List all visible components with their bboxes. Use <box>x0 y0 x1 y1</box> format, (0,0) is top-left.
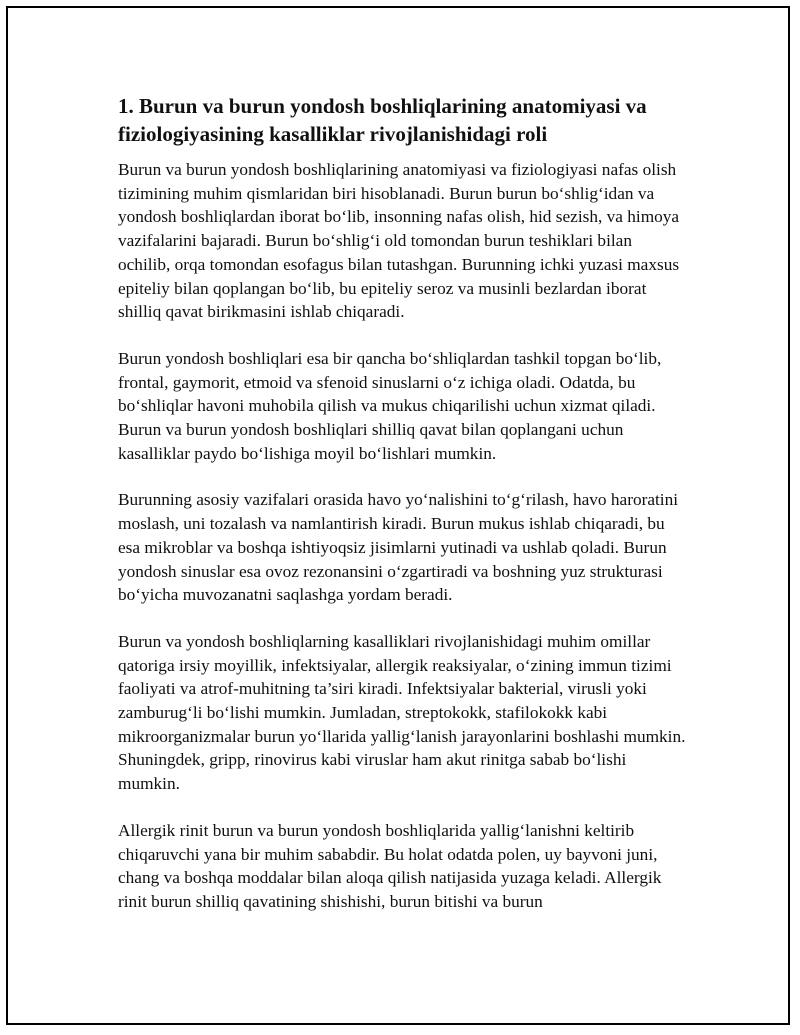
paragraph-4: Burun va yondosh boshliqlarning kasalliklari rivojlanishidagi muhim omillar qatoriga irsiy moyillik, infektsiyalar, allergik reaksiyalar, o‘zining immun tizimi faoliyati va atrof-muhitning ta’siri kiradi. Infektsiyalar bakterial, virusli yoki zamburug‘li bo‘lishi mumkin. Jumladan, streptokokk, stafilokokk kabi mikroorganizmalar burun yo‘llarida yallig‘lanish jarayonlarini boshlashi mumkin. Shuningdek, gripp, rinovirus kabi viruslar ham akut rinitga sabab bo‘lishi mumkin. <box>118 631 686 794</box>
paragraph-1: Burun va burun yondosh boshliqlarining anatomiyasi va fiziologiyasi nafas olish tizimining muhim qismlaridan biri hisoblanadi. Burun burun bo‘shlig‘idan va yondosh boshliqlardan iborat bo‘lib, insonning nafas olish, hid sezish, va himoya vazifalarini bajaradi. Burun bo‘shlig‘i old tomondan burun teshiklari bilan ochilib, orqa tomondan esofagus bilan tutashgan. Burunning ichki yuzasi maxsus epiteliy bilan qoplangan bo‘lib, bu epiteliy seroz va musinli bezlardan iborat shilliq qavat birikmasini ishlab chiqaradi. <box>118 160 680 322</box>
paragraph-3: Burunning asosiy vazifalari orasida havo yo‘nalishini to‘g‘rilash, havo haroratini moslash, uni tozalash va namlantirish kiradi. Burun mukus ishlab chiqaradi, bu esa mikroblar va boshqa ishtiyoqsiz jisimlarni yutinadi va ushlab qoladi. Burun yondosh sinuslar esa ovoz rezonansini o‘zgartiradi va boshning yuz strukturasi bo‘yicha muvozanatni saqlashga yordam beradi. <box>118 490 679 605</box>
paragraph-5: Allergik rinit burun va burun yondosh boshliqlarida yallig‘lanishni keltirib chiqaruvchi yana bir muhim sababdir. Bu holat odatda polen, uy bayvoni juni, chang va boshqa moddalar bilan aloqa qilish natijasida yuzaga keladi. Allergik rinit burun shilliq qavatining shishishi, burun bitishi va burun <box>118 820 662 911</box>
document-body <box>118 92 688 937</box>
section-heading: 1. Burun va burun yondosh boshliqlarining anatomiyasi va fiziologiyasining kasalliklar rivojlanishidagi roli <box>118 94 647 146</box>
paragraph-2: Burun yondosh boshliqlari esa bir qancha bo‘shliqlardan tashkil topgan bo‘lib, frontal, gaymorit, etmoid va sfenoid sinuslarni o‘z ichiga oladi. Odatda, bu bo‘shliqlar havoni muhobila qilish va mukus chiqarilishi uchun xizmat qiladi. Burun va burun yondosh boshliqlari shilliq qavat bilan qoplangani uchun kasalliklar paydo bo‘lishiga moyil bo‘lishlari mumkin. <box>118 348 662 463</box>
